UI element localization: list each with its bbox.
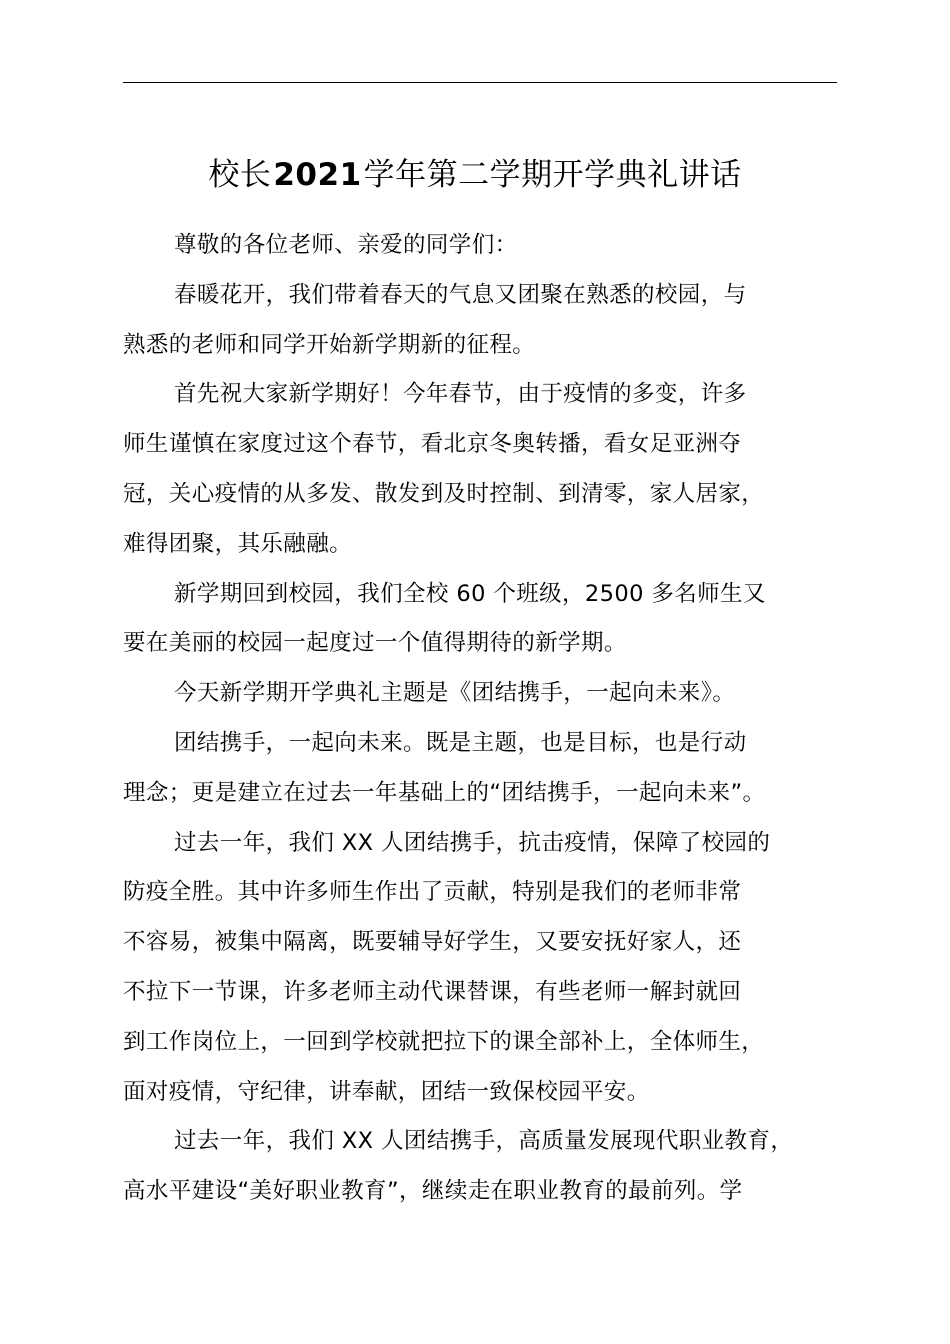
body-text-line: 新学期回到校园，我们全校 60 个班级，2500 多名师生又 [174,580,766,607]
speech-body [123,221,861,1217]
body-text-line: 过去一年，我们 XX 人团结携手，抗击疫情，保障了校园的 [174,829,771,856]
body-text-line: 高水平建设“美好职业教育”，继续走在职业教育的最前列。学 [123,1178,743,1205]
body-text-line: 不容易，被集中隔离，既要辅导好学生，又要安抚好家人，还 [123,929,742,956]
body-text-line: 面对疫情，守纪律，讲奉献，团结一致保校园平安。 [123,1078,650,1105]
body-text-line: 难得团聚，其乐融融。 [123,530,353,557]
body-text-line: 师生谨慎在家度过这个春节，看北京冬奥转播，看女足亚洲夺 [123,431,742,458]
document-title [0,150,950,200]
title-prefix: 校长 [208,157,272,193]
body-text-line: 冠，关心疫情的从多发、散发到及时控制、到清零，家人居家， [123,480,765,507]
body-text-line: 过去一年，我们 XX 人团结携手，高质量发展现代职业教育， [174,1128,794,1155]
body-text-line: 团结携手，一起向未来。既是主题，也是目标，也是行动 [174,729,747,756]
body-text-line: 今天新学期开学典礼主题是《团结携手，一起向未来》。 [174,680,736,707]
body-text-line: 熟悉的老师和同学开始新学期新的征程。 [123,331,536,358]
body-text-line: 不拉下一节课，许多老师主动代课替课，有些老师一解封就回 [123,978,742,1005]
title-year: 2021 [273,157,362,193]
header-rule [123,82,837,83]
body-text-line: 尊敬的各位老师、亲爱的同学们： [174,232,518,258]
title-suffix: 学年第二学期开学典礼讲话 [363,157,742,193]
body-text-line: 到工作岗位上，一回到学校就把拉下的课全部补上，全体师生， [123,1028,765,1055]
body-text-line: 防疫全胜。其中许多师生作出了贡献，特别是我们的老师非常 [123,879,742,906]
body-text-line: 首先祝大家新学期好！今年春节，由于疫情的多变，许多 [174,381,747,408]
body-text-line: 要在美丽的校园一起度过一个值得期待的新学期。 [123,630,627,657]
body-text-line: 理念；更是建立在过去一年基础上的“团结携手，一起向未来”。 [123,779,766,806]
body-text-line: 春暖花开，我们带着春天的气息又团聚在熟悉的校园，与 [174,281,747,308]
